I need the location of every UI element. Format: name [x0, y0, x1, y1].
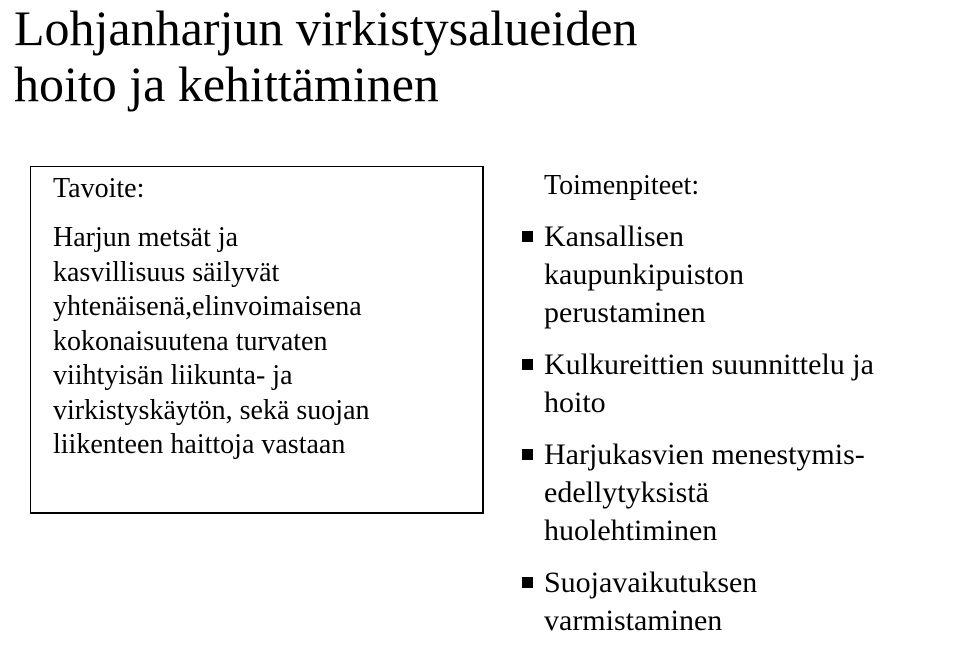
- measure-item-line: edellytyksistä: [544, 476, 709, 509]
- measures-section: [516, 170, 956, 654]
- measure-item-line: Suojavaikutuksen: [544, 566, 758, 599]
- square-bullet-icon: [522, 449, 533, 460]
- goal-text-line: virkistyskäytön, sekä suojan: [53, 394, 370, 426]
- measure-item-line: kaupunkipuiston: [544, 258, 744, 291]
- square-bullet-icon: [522, 359, 533, 370]
- measure-item-line: perustaminen: [544, 296, 706, 329]
- slide-title-line: Lohjanharjun virkistysalueiden: [14, 0, 638, 56]
- measure-item-line: hoito: [544, 386, 606, 419]
- measures-heading: Toimenpiteet:: [544, 170, 700, 201]
- goal-text: [53, 221, 370, 463]
- slide-title-line: hoito ja kehittäminen: [14, 56, 439, 112]
- goal-text-line: kasvillisuus säilyvät: [53, 256, 280, 288]
- measure-item-line: varmistaminen: [544, 604, 723, 637]
- square-bullet-icon: [522, 577, 533, 588]
- measure-item-line: Kansallisen: [544, 220, 684, 253]
- measure-item: [516, 564, 956, 640]
- measure-item: [516, 346, 956, 422]
- goal-text-line: Harjun metsät ja: [53, 222, 239, 253]
- goal-text-line: kokonaisuutena turvaten: [53, 325, 328, 357]
- goal-box: [30, 166, 484, 514]
- goal-heading: Tavoite:: [53, 173, 145, 204]
- goal-text-line: liikenteen haittoja vastaan: [53, 429, 346, 460]
- goal-text-line: yhtenäisenä,elinvoimaisena: [53, 291, 362, 322]
- measure-item: [516, 218, 956, 332]
- slide-title: [14, 0, 954, 112]
- measure-item: [516, 436, 956, 550]
- square-bullet-icon: [522, 231, 533, 242]
- goal-text-line: viihtyisän liikunta- ja: [53, 360, 293, 391]
- measure-item-line: huolehtiminen: [544, 514, 718, 547]
- measure-item-line: Harjukasvien menestymis-: [544, 438, 865, 471]
- measure-item-line: Kulkureittien suunnittelu ja: [544, 348, 874, 381]
